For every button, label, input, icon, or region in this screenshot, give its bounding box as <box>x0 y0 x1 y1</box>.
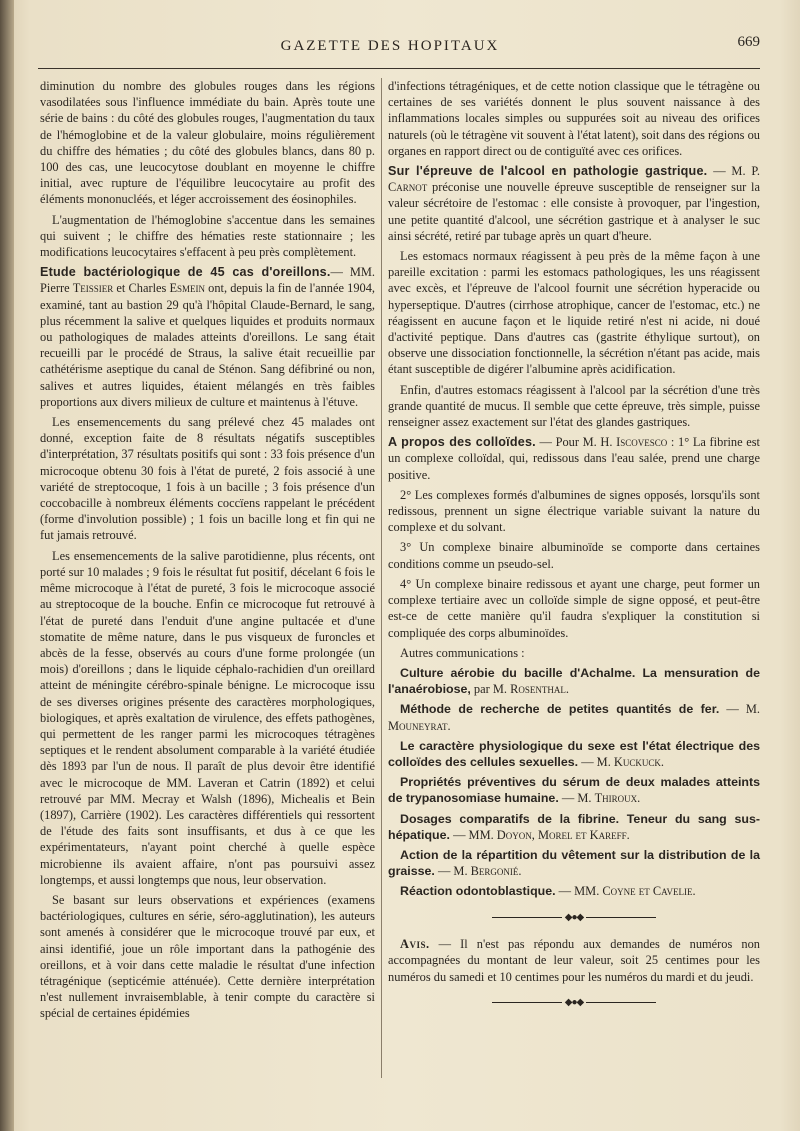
author-name: Coyne et Cavelie <box>602 884 693 899</box>
punctuation: . <box>692 884 696 899</box>
article-lead: — MM. Pierre <box>40 265 375 296</box>
avis-notice <box>388 936 760 985</box>
punctuation: . <box>518 864 522 879</box>
right-column <box>388 78 760 1021</box>
paragraph: Enfin, d'autres estomacs réagissent à l'alcool par la sécrétion d'une très grande quantité de mucus. Il semble que cette épreuve, très simple, puisse renseigner assez exactement sur l'état des glandes gastriques. <box>388 382 760 430</box>
closing-ornament: ◆●◆ <box>388 995 760 1012</box>
paragraph: 3° Un complexe binaire albuminoïde se comporte dans certaines conditions comme un pseudo-sel. <box>388 540 760 571</box>
author-name: Rosenthal <box>510 682 566 697</box>
punctuation: . <box>447 718 451 733</box>
punctuation: . <box>626 827 630 842</box>
section-ornament: ◆●◆ <box>388 910 760 927</box>
communication-item <box>388 774 760 806</box>
paragraph: L'augmentation de l'hémoglobine s'accentue dans les semaines qui suivent ; le chiffre des hématies reste stationnaire ; les modifications leucocytaires s'effacent à peu près complètement. <box>40 212 375 260</box>
communication-item <box>388 847 760 879</box>
punctuation: . <box>660 754 664 769</box>
article-lead: — M. P. <box>707 164 760 179</box>
author-name: Mouneyrat <box>388 718 448 733</box>
article-text: ont, depuis la fin de l'année 1904, examiné, tant au bastion 29 qu'à l'hôpital Claude-Bernard, le sang, plus récemment la salive et quelques liquides et produits normaux ou pathologiques de malades atteints d'oreillons. Le sang était recueilli par le procédé de Straus, la salive était recueillie par cathétérisme aseptique du canal de Sténon. Sang défibriné ou non, salives et autres liquides, étaient mélangés en très faibles proportions aux divers milieux de culture et maintenus à l'étuve. <box>40 281 375 409</box>
communication-title: Dosages comparatifs de la fibrine. Teneur du sang sus-hépatique. <box>388 811 760 842</box>
author-name: Kuckuck <box>613 754 661 769</box>
article-title: A propos des colloïdes. <box>388 435 536 450</box>
communication-item <box>388 701 760 733</box>
other-communications-label: Autres communications : <box>400 645 525 660</box>
author-name: Doyon, Morel et Kareff <box>496 827 627 842</box>
punctuation: . <box>637 791 641 806</box>
communication-item <box>388 665 760 697</box>
paragraph: Les ensemencements du sang prélevé chez 45 malades ont donné, exception faite de 8 résultats négatifs susceptibles d'interprétation, 37 résultats positifs qui sont : 33 fois présence d'un microcoque obtenu 30 fois à l'état de pureté, 2 fois associé à une variété de streptocoque, 1 fois à un bacille ; 3 fois présence d'un coccobacille à nombreux éléments coccïens rappelant le précédent (forme d'involution possible) ; 1 fois un bacille long et fin qui ne fut jamais retrouvé. <box>40 415 375 543</box>
communication-item <box>388 811 760 843</box>
article-text: préconise une nouvelle épreuve susceptible de renseigner sur la valeur sécrétoire de l'estomac : elle consiste à provoquer, par l'ingestion, une petite quantité d'alcool, une sécrétion gastrique et à analyser le suc ainsi sécrété, retiré par tubage après un quart d'heure. <box>388 180 760 243</box>
paragraph: Se basant sur leurs observations et expériences (examens bactériologiques, cultures en série, séro-agglutination), les auteurs sont amenés à considérer que le microcoque trouvé par eux, et ainsi identifié, joue un rôle important dans la pathogénie des oreillons, et à voir dans cette maladie le résultat d'une infection tétragénique (septicémie atténuée). Cette dernière interprétation n'est nullement invraisemblable, à tenir compte du caractère si spécial de certaines épidémies <box>40 892 375 1021</box>
communication-by: — M. <box>558 791 595 806</box>
communication-title: Action de la répartition du vêtement sur la distribution de la graisse. <box>388 847 760 879</box>
article-title: Sur l'épreuve de l'alcool en pathologie gastrique. <box>388 164 708 179</box>
binding-edge <box>0 0 14 1131</box>
communication-by: par M. <box>470 682 511 697</box>
communication-item <box>388 883 760 899</box>
paragraph: Les estomacs normaux réagissent à peu près de la même façon à une pareille excitation : parmi les estomacs pathologiques, les uns réagissent avec excès, et l'épreuve de l'alcool fournit une sécrétion hyperacide ou hyperseptique. D'autres (cirrhose atrophique, cancer de l'estomac, etc.) ne réagissent en aucune façon et le liquide retiré n'est ni acide, ni doué d'activité peptique. Dans d'autres cas (gastrite éthylique surtout), on observe une dissociation fonctionnelle, la sécrétion n'étant pas acide, mais étant susceptible de digérer l'albumine après acidification. <box>388 249 760 377</box>
communications-list <box>388 665 760 900</box>
article-title: Etude bactériologique de 45 cas d'oreillons. <box>40 265 331 280</box>
avis-label: Avis. <box>400 937 430 952</box>
page-header <box>40 34 760 60</box>
left-column <box>40 78 375 1026</box>
paragraph: 2° Les complexes formés d'albumines de signes opposés, lorsqu'ils sont redissous, prennent un signe électrique variable suivant la nature du complexe et du solvant. <box>388 487 760 535</box>
paragraph: diminution du nombre des globules rouges dans les régions vasodilatées sous l'influence immédiate du bain. Après toute une série de bains : du côté des globules rouges, l'augmentation du taux de l'hémoglobine et de la valeur globulaire, moins régulièrement du chiffre des hématies ; du côté des globules blancs, dans 80 p. 100 des cas, une leucocytose doublant en moyenne le chiffre initial, avec rupture de l'équilibre leucocytaire au profit des éléments mononucléés, et léger accroissement des éosinophiles. <box>40 79 375 207</box>
communication-title: Réaction odontoblastique. <box>400 884 556 899</box>
communication-by: — M. <box>434 864 471 879</box>
author-name: Esmein <box>169 281 206 296</box>
communication-by: — M. <box>719 702 761 717</box>
communication-title: Culture aérobie du bacille d'Achalme. La mensuration de l'anaérobiose, <box>388 665 760 697</box>
communication-title: Le caractère physiologique du sexe est l'état électrique des colloïdes des cellules sexuelles. <box>388 738 760 769</box>
paragraph: Les ensemencements de la salive parotidienne, plus récents, ont porté sur 10 malades ; 9 fois le résultat fut positif, décelant 6 fois le même microcoque à l'état de pureté, 3 fois le microcoque associé au streptocoque de la bouche. Enfin ce microcoque fut retrouvé à l'état de pureté dans l'enduit d'une angine pultacée et d'une stomatite de même nature, dans le pus visqueux de furoncles et abcès de la fesse, observés au cours d'une forme prolongée (un mois) d'oreillons ; dans le liquide céphalo-rachidien d'un oreillard atteint de méningite cérébro-spinale bénigne. Le microcoque issu de ses diverses origines présente des caractères morphologiques, biologiques, et après exaltation de virulence, des effets pathogènes, qui permettent de les ranger parmi les microcoques tétragènes septiques et le rendent absolument comparable à la variété étudiée dès 1893 par l'un de nous. Il paraît de plus devoir être identifié avec le microcoque de MM. Laveran et Catrin (1892) et celui retrouvé par MM. Mecray et Walsh (1896), Michealis et Bein (1897), Carrière (1902). Les caractères différentiels qui ressortent de l'étude des faits sont insuffisants, et dus à ce que les expérimentateurs, n'ayant point cherché à quelle espèce microbienne ils avaient affaire, n'ont pas poursuivi assez longtemps, et aussi longtemps que nous, leur observation. <box>40 548 375 887</box>
punctuation: . <box>565 682 569 697</box>
communication-by: — M. <box>578 754 614 769</box>
author-name: Bergonié <box>470 864 519 879</box>
communication-title: Propriétés préventives du sérum de deux malades atteints de trypanosomiase humaine. <box>388 775 760 806</box>
paragraph: d'infections tétragéniques, et de cette notion classique que le tétragène ou certaines de ses variétés donnent le plus souvent naissance à des inflammations locales simples ou suppurées soit au niveau des orifices naturels (où le tétragène vit souvent à l'état latent), soit dans des régions ou organes en rapport direct ou de contiguïté avec ces orifices. <box>388 79 760 158</box>
author-name: Teissier <box>72 281 114 296</box>
communication-by: — MM. <box>555 884 603 899</box>
article-text: et Charles <box>113 281 170 296</box>
author-name: Carnot <box>388 180 428 195</box>
author-name: Thiroux <box>594 791 638 806</box>
header-rule <box>38 68 760 69</box>
article-text: : 1° La fibrine est un complexe colloïdal, qui, redissous dans l'eau salée, prend une charge positive. <box>388 435 761 482</box>
communication-item <box>388 738 760 770</box>
article-lead: — Pour M. H. <box>535 435 617 450</box>
journal-title: GAZETTE DES HOPITAUX <box>280 38 500 54</box>
column-divider <box>381 78 382 1078</box>
author-name: Iscovesco <box>616 435 668 450</box>
page-number: 669 <box>737 34 760 50</box>
communication-by: — MM. <box>449 827 497 842</box>
communication-title: Méthode de recherche de petites quantités de fer. <box>400 702 720 717</box>
avis-text: — Il n'est pas répondu aux demandes de numéros non accompagnées du montant de leur valeur, soit 25 centimes pour les numéros du samedi et 10 centimes pour les numéros du mardi et du jeudi. <box>388 937 760 984</box>
paragraph: 4° Un complexe binaire redissous et ayant une charge, peut former un complexe tertiaire avec un colloïde simple de signe opposé, et peut-être est-ce de cette manière qu'il faudra s'expliquer la constitution si compliquée des corps albuminoïdes. <box>388 576 760 640</box>
